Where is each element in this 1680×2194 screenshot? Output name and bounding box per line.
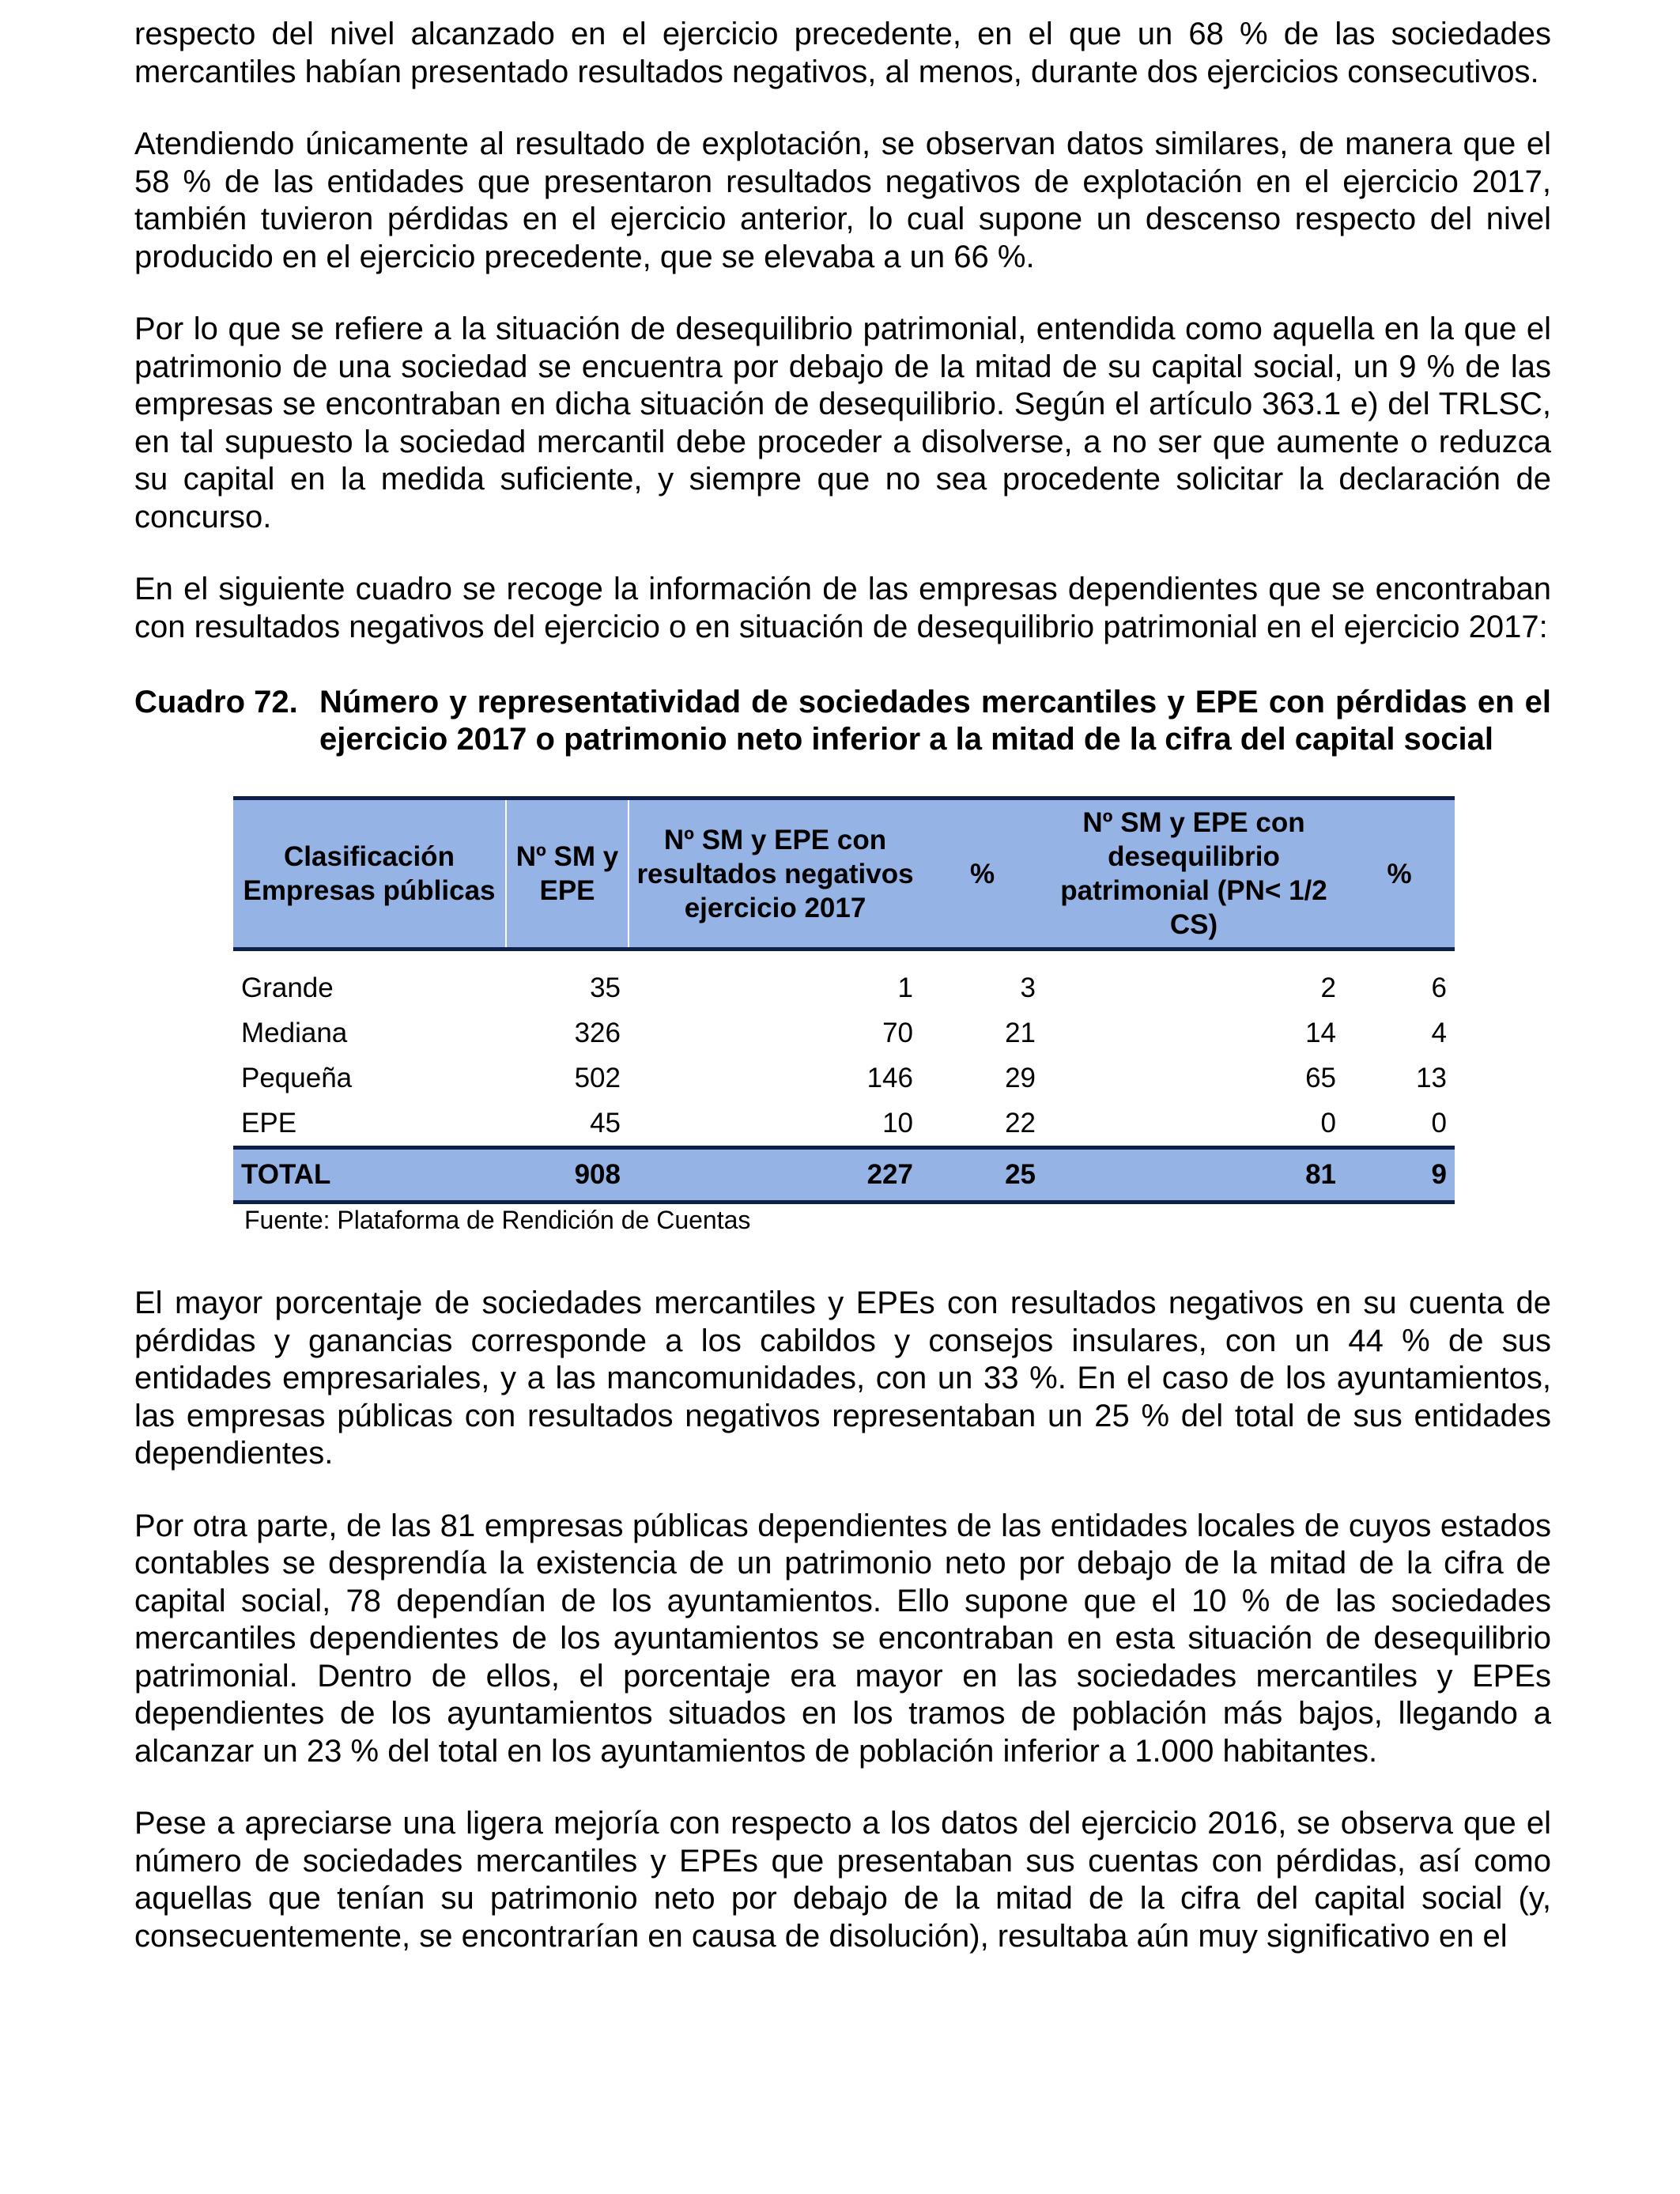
table-row [233, 1101, 1455, 1148]
table-caption [134, 684, 1551, 758]
header-desequilibrio: Nº SM y EPE con desequilibrio patrimonial (PN< 1/2 CS) [1044, 799, 1344, 950]
cell-num-sm-epe: 45 [590, 1108, 621, 1139]
total-pct-negativos: 25 [921, 1148, 1044, 1203]
table-total-row [233, 1148, 1455, 1203]
cell-resultados-negativos: 146 [866, 1063, 913, 1093]
total-desequilibrio: 81 [1044, 1148, 1344, 1203]
table-row [233, 950, 1455, 1011]
row-label: Grande [241, 972, 334, 1003]
total-num-sm-epe: 908 [506, 1148, 629, 1203]
table-caption-title: Número y representatividad de sociedades mercantiles y EPE con pérdidas en el ejercicio 2017 o patrimonio neto inferior a la mitad de la cifra del capital social [319, 685, 1551, 757]
table-source: Fuente: Plataforma de Rendición de Cuentas [244, 1206, 751, 1234]
paragraph-4: En el siguiente cuadro se recoge la información de las empresas dependientes que se encontraban con resultados negativos del ejercicio o en situación de desequilibrio patrimonial en el ejercicio 2017: [134, 572, 1551, 644]
table-header-row [233, 799, 1455, 950]
row-label: Mediana [241, 1018, 348, 1048]
paragraph-6: Por otra parte, de las 81 empresas públicas dependientes de las entidades locales de cuyos estados contables se desprendía la existencia de un patrimonio neto por debajo de la mitad de la cifra de capital social, 78 dependían de los ayuntamientos. Ello supone que el 10 % de las sociedades mercantiles dependientes de los ayuntamientos se encontraban en esta situación de desequilibrio patrimonial. Dentro de ellos, el porcentaje era mayor en las sociedades mercantiles y EPEs dependientes de los ayuntamientos situados en los tramos de población más bajos, llegando a alcanzar un 23 % del total en los ayuntamientos de población inferior a 1.000 habitantes. [134, 1508, 1551, 1769]
header-pct-negativos: % [921, 799, 1044, 950]
table-row [233, 1010, 1455, 1055]
row-label: Pequeña [241, 1063, 353, 1093]
cell-pct-negativos: 22 [1005, 1108, 1036, 1139]
header-clasificacion: Clasificación Empresas públicas [233, 799, 506, 950]
header-resultados-negativos: Nº SM y EPE con resultados negativos ejercicio 2017 [629, 799, 921, 950]
cell-pct-desequilibrio: 13 [1416, 1063, 1447, 1093]
cell-desequilibrio: 0 [1320, 1108, 1336, 1139]
total-resultados-negativos: 227 [629, 1148, 921, 1203]
table-caption-number: Cuadro 72. [134, 685, 298, 719]
table-container [233, 796, 1455, 1236]
data-table [233, 796, 1455, 1204]
paragraph-1: respecto del nivel alcanzado en el ejercicio precedente, en el que un 68 % de las sociedades mercantiles habían presentado resultados negativos, al menos, durante dos ejercicios consecutivos. [134, 17, 1551, 89]
cell-pct-negativos: 3 [1020, 972, 1036, 1003]
paragraph-3: Por lo que se refiere a la situación de desequilibrio patrimonial, entendida como aquella en la que el patrimonio de una sociedad se encuentra por debajo de la mitad de su capital social, un 9 % de las empresas se encontraban en dicha situación de desequilibrio. Según el artículo 363.1 e) del TRLSC, en tal supuesto la sociedad mercantil debe proceder a disolverse, a no ser que aumente o reduzca su capital en la medida suficiente, y siempre que no sea procedente solicitar la declaración de concurso. [134, 312, 1551, 534]
paragraph-5: El mayor porcentaje de sociedades mercantiles y EPEs con resultados negativos en su cuenta de pérdidas y ganancias corresponde a los cabildos y consejos insulares, con un 44 % de sus entidades empresariales, y a las mancomunidades, con un 33 %. En el caso de los ayuntamientos, las empresas públicas con resultados negativos representaban un 25 % del total de sus entidades dependientes. [134, 1286, 1551, 1471]
cell-num-sm-epe: 502 [574, 1063, 621, 1093]
cell-pct-desequilibrio: 0 [1431, 1108, 1447, 1139]
cell-resultados-negativos: 70 [882, 1018, 913, 1048]
paragraph-7: Pese a apreciarse una ligera mejoría con respecto a los datos del ejercicio 2016, se observa que el número de sociedades mercantiles y EPEs que presentaban sus cuentas con pérdidas, así como aquellas que tenían su patrimonio neto por debajo de la mitad de la cifra del capital social (y, consecuentemente, se encontrarían en causa de disolución), resultaba aún muy significativo en el [134, 1806, 1551, 1954]
cell-pct-desequilibrio: 4 [1431, 1018, 1447, 1048]
cell-desequilibrio: 65 [1305, 1063, 1336, 1093]
header-num-sm-epe: Nº SM y EPE [506, 799, 629, 950]
cell-pct-desequilibrio: 6 [1431, 972, 1447, 1003]
cell-desequilibrio: 14 [1305, 1018, 1336, 1048]
cell-num-sm-epe: 326 [574, 1018, 621, 1048]
table-row [233, 1055, 1455, 1101]
document-page [134, 16, 1551, 1955]
cell-pct-negativos: 21 [1005, 1018, 1036, 1048]
cell-num-sm-epe: 35 [590, 972, 621, 1003]
cell-pct-negativos: 29 [1005, 1063, 1036, 1093]
cell-desequilibrio: 2 [1320, 972, 1336, 1003]
total-label: TOTAL [233, 1148, 506, 1203]
header-pct-desequilibrio: % [1344, 799, 1455, 950]
row-label: EPE [241, 1108, 297, 1139]
cell-resultados-negativos: 1 [897, 972, 913, 1003]
paragraph-2: Atendiendo únicamente al resultado de explotación, se observan datos similares, de manera que el 58 % de las entidades que presentaron resultados negativos de explotación en el ejercicio 2017, también tuvieron pérdidas en el ejercicio anterior, lo cual supone un descenso respecto del nivel producido en el ejercicio precedente, que se elevaba a un 66 %. [134, 127, 1551, 274]
total-pct-desequilibrio: 9 [1344, 1148, 1455, 1203]
cell-resultados-negativos: 10 [882, 1108, 913, 1139]
